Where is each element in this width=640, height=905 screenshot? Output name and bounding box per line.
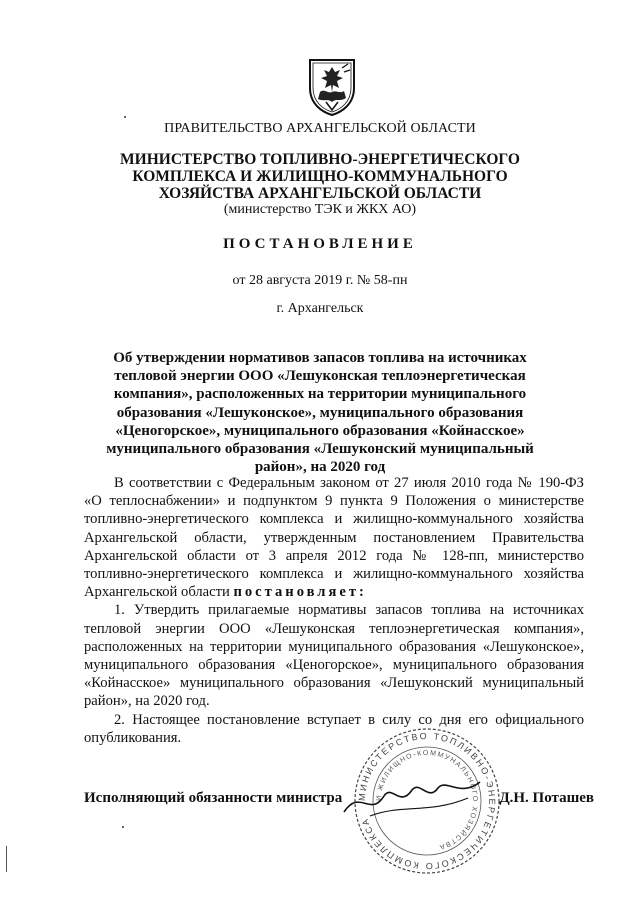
stamp-inner-text: И ЖИЛИЩНО-КОММУНАЛЬНОГО ХОЗЯЙСТВА (375, 749, 479, 851)
ministry-name (0, 151, 640, 202)
body-intro-text: В соответствии с Федеральным законом от 27 июля 2010 года № 190-ФЗ «О теплоснабжении» и подпунктом 9 пункта 9 Положения о министерстве топливно-энергетического комплекса и жилищно-коммунального хозяйства Архангельской области, утвержденным постановлением Правительства Архангельской области от 3 апреля 2012 года № 128-пп, министерство топливно-энергетического комплекса и жилищно-коммунального хозяйства Архангельской области (84, 475, 584, 601)
document-city: г. Архангельск (276, 301, 364, 316)
ministry-line-3: ХОЗЯЙСТВА АРХАНГЕЛЬСКОЙ ОБЛАСТИ (158, 185, 482, 202)
signatory-title: Исполняющий обязанности министра (84, 790, 343, 806)
stamp-outer-text: МИНИСТЕРСТВО ТОПЛИВНО-ЭНЕРГЕТИЧЕСКОГО КОМПЛЕКСА (356, 730, 498, 872)
ministry-line-1: МИНИСТЕРСТВО ТОПЛИВНО-ЭНЕРГЕТИЧЕСКОГО (120, 151, 520, 168)
document-date-number: от 28 августа 2019 г. № 58-пн (232, 273, 408, 288)
scan-speck (124, 116, 126, 118)
coat-of-arms-icon (306, 58, 358, 116)
body-item-2: 2. Настоящее постановление вступает в силу со дня его официального опубликования. (84, 711, 584, 746)
document-type: ПОСТАНОВЛЕНИЕ (223, 236, 417, 252)
signatory-name: Д.Н. Поташев (499, 790, 594, 806)
ministry-short-name: (министерство ТЭК и ЖКХ АО) (223, 202, 417, 217)
body-resolves: постановляет: (233, 584, 367, 601)
body-intro (84, 474, 584, 601)
scan-speck (122, 826, 124, 828)
document-body (84, 474, 584, 747)
document-subject: Об утверждении нормативов запасов топлива на источниках тепловой энергии ООО «Лешуконская теплоэнергетическая компания», расположенных на территории муниципального образования «Лешуконское», муниципального образования «Ценогорское», муниципального образования «Койнасское» муниципального образования «Лешуконский муниципальный район», на 2020 год (106, 350, 534, 476)
body-item-1: 1. Утвердить прилагаемые нормативы запасов топлива на источниках тепловой энергии ООО «Лешуконская теплоэнергетическая компания», расположенных на территории муниципального образования «Лешуконское», муниципального образования «Ценогорское», муниципального образования «Койнасское» муниципального образования «Лешуконский муниципальный район», на 2020 год. (84, 602, 584, 710)
government-name: ПРАВИТЕЛЬСТВО АРХАНГЕЛЬСКОЙ ОБЛАСТИ (164, 121, 476, 136)
handwritten-signature (340, 768, 490, 828)
ministry-line-2: КОМПЛЕКСА И ЖИЛИЩНО-КОММУНАЛЬНОГО (132, 168, 508, 185)
scan-edge-mark (6, 846, 7, 872)
